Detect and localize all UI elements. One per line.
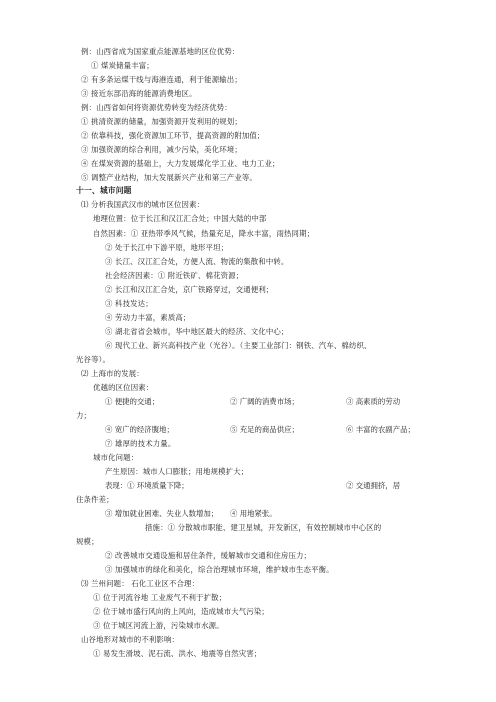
text-line: ⑴ 分析我国武汉市的城市区位因素：	[81, 200, 205, 209]
row-cell: ④ 用地紧张。	[230, 509, 277, 518]
text-line: 力；	[76, 411, 92, 420]
text-line: ③ 加强城市的绿化和美化，综合治理城市环境，维护城市生态平衡。	[105, 565, 334, 574]
text-line: 措施：① 分散城市职能、建卫星城，开发新区，有效控制城市中心区的	[145, 523, 382, 532]
text-line: 光谷等）。	[76, 355, 111, 364]
text-line: ② 长江和汉江汇合处，京广铁路穿过，交通便利；	[105, 285, 274, 294]
text-line: ③ 长江、汉江汇合处，方便人流、物流的集散和中转。	[105, 257, 289, 266]
text-line: 山谷地形对城市的不利影响：	[81, 635, 180, 644]
text-line: ⑶ 兰州问题： 石化工业区不合理：	[81, 579, 200, 588]
section-heading: 十一、城市问题	[76, 186, 132, 195]
row-cell: ⑤ 充足的商品供应；	[230, 425, 299, 434]
text-line: ① 易发生滑坡、泥石流、洪水、地震等自然灾害；	[93, 649, 262, 658]
text-line: ③ 位于城区河流上游，污染城市水源。	[93, 621, 224, 630]
text-line: ② 有多条运煤干线与海港连通，利于能源输出；	[81, 75, 242, 84]
text-line: ② 位于城市盛行风向的上风向，造成城市大气污染；	[93, 607, 269, 616]
text-line: ② 依靠科技，强化资源加工环节，提高资源的附加值；	[81, 131, 265, 140]
row-cell: ④ 宽广的经济腹地；	[105, 425, 174, 434]
three-column-row	[0, 397, 496, 407]
row-cell: ② 广阔的消费市场；	[230, 397, 299, 406]
text-line: 社会经济因素：① 附近铁矿、棉花资源；	[105, 271, 244, 280]
text-line: 例：山西省成为国家重点能源基地的区位优势：	[81, 47, 240, 56]
row-cell: ① 便捷的交通；	[105, 397, 160, 406]
text-line: 规模；	[76, 537, 99, 546]
text-line: ③ 加强资源的综合利用，减少污染，美化环境；	[81, 145, 242, 154]
row-cell: 表现：① 环境质量下降；	[105, 481, 189, 490]
text-line: 产生原因：城市人口膨胀；用地规模扩大；	[105, 467, 249, 476]
text-line: ① 位于河流谷地 工业废气不利于扩散；	[93, 593, 227, 602]
text-line: ④ 在煤炭资源的基础上，大力发展煤化学工业、电力工业；	[81, 159, 280, 168]
row-cell: ③ 增加就业困难、失业人数增加；	[105, 509, 219, 518]
text-line: ④ 劳动力丰富，素质高；	[105, 313, 191, 322]
text-line: ⑥ 现代工业、新兴高科技产业（光谷）。（主要工业部门：钢铁、汽车、棉纺织、	[105, 341, 372, 350]
text-line: 城市化问题：	[93, 453, 139, 462]
text-line: 例：山西省如何将资源优势转变为经济优势：	[81, 103, 232, 112]
text-line: 住条件差；	[76, 495, 114, 504]
text-line: 优越的区位因素：	[93, 383, 154, 392]
three-column-row	[0, 425, 496, 435]
text-line: ① 煤炭储量丰富；	[91, 61, 154, 70]
three-column-row	[0, 481, 496, 491]
text-line: ① 挑清资源的储量，加强资源开发利用的规划；	[81, 117, 242, 126]
three-column-row	[0, 509, 496, 519]
text-line: ② 改善城市交通设施和居住条件，缓解城市交通和住房压力；	[105, 551, 312, 560]
text-line: ⑦ 雄厚的技术力量。	[105, 439, 176, 448]
text-line: ⑤ 调整产业结构，加大发展新兴产业和第三产业等。	[81, 173, 257, 182]
row-cell: ⑥ 丰富的农副产品；	[346, 425, 415, 434]
row-cell: ③ 高素质的劳动	[346, 397, 401, 406]
text-line: 地理位置：位于长江和汉江汇合处；中国大陆的中部	[93, 214, 267, 223]
row-cell: ② 交通拥挤，居	[346, 481, 401, 490]
text-line: ⑤ 湖北省省会城市，华中地区最大的经济、文化中心；	[105, 327, 289, 336]
text-line: 自然因素：① 亚热带季风气候，热量充足，降水丰富，雨热同期；	[93, 229, 315, 238]
text-line: ⑵ 上海市的发展：	[81, 369, 144, 378]
text-line: ③ 科技发达；	[105, 299, 153, 308]
text-line: ② 处于长江中下游平原，地形平坦；	[105, 243, 229, 252]
text-line: ③ 接近东部沿海的能源消费地区。	[81, 89, 197, 98]
